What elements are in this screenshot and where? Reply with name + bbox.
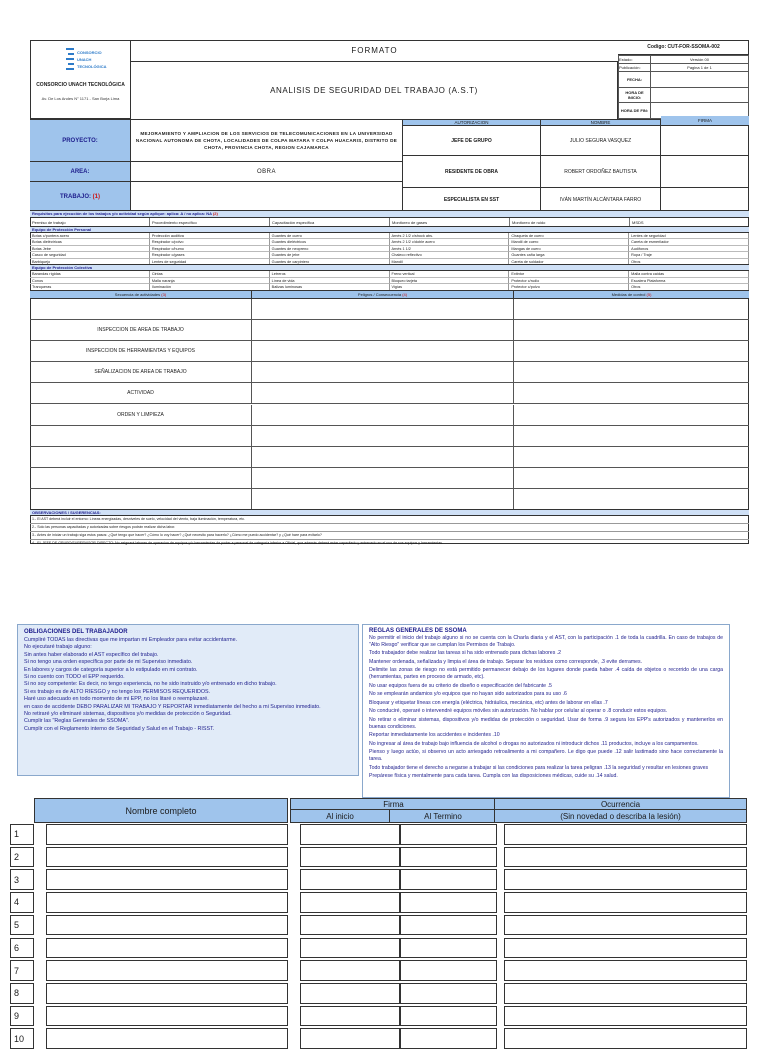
sequence-activity[interactable]: ORDEN Y LIMPIEZA (30, 405, 252, 425)
attendance-name-cell[interactable] (46, 1006, 288, 1027)
attendance-name-cell[interactable] (46, 915, 288, 936)
obligaciones-title: OBLIGACIONES DEL TRABAJADOR (24, 629, 128, 635)
attendance-sign-end-cell[interactable] (400, 1006, 497, 1027)
attendance-ocurrencia-header: Ocurrencia (494, 798, 747, 810)
epp-item[interactable]: Guantes de neopreno (270, 246, 390, 252)
sequence-activity[interactable] (30, 489, 252, 509)
trabajo-label (30, 182, 131, 211)
reglas-list (369, 635, 723, 780)
regla-item: Mantener ordenada, señalizada y limpia el área de trabajo. Separar los residuos como corresponde, .3 evite derrames. (369, 658, 643, 665)
epp-item[interactable]: Chaqueta de cuero (509, 233, 629, 239)
seq-header-actividades (30, 291, 252, 299)
regla-item: No retirar o eliminar sistemas, dispositivos y/o medidas de protección o seguridad. Usar de forma .9 segura los EPP's autorizados y mantenerlos en buenas condiciones. (369, 716, 723, 730)
attendance-ocurrencia-cell[interactable] (504, 847, 747, 868)
sequence-row (30, 320, 749, 341)
meta-label-fecha: FECHA: (619, 71, 651, 87)
epc-item[interactable]: Barandas rígidas (30, 271, 150, 278)
seq-header-peligros-text: Peligros / Consecuencia (357, 292, 402, 297)
auth-signature-residente[interactable] (661, 156, 749, 188)
seq-note-5: (5) (646, 292, 652, 297)
seq-header-medidas (514, 291, 749, 299)
sequence-row (30, 447, 749, 468)
obligacion-item: Cumplir las "Reglas Generales de SSOMA". (24, 718, 130, 725)
sequence-control[interactable] (514, 405, 749, 425)
meta-label-estado: Estado: (619, 56, 651, 64)
epp-item[interactable]: Guantes caña larga (509, 252, 629, 258)
sequence-hazard[interactable] (252, 383, 514, 403)
area-value: OBRA (131, 162, 403, 182)
obligacion-item: Si es trabajo es de ALTO RIESGO y no tengo los PERMISOS REQUERIDOS. (24, 688, 211, 695)
regla-item: Todo trabajador tiene el derecho a negarse a trabajar si las condiciones para realizar la tarea peligran .13 la seguridad y resultar en lesiones graves (369, 764, 709, 771)
sequence-hazard[interactable] (252, 468, 514, 488)
obligacion-item: Si no tengo una orden específica por parte de mi Superviso inmediato. (24, 659, 193, 666)
attendance-row-number: 1 (10, 824, 34, 845)
obligacion-item: En labores y cargos de categoría superior a lo estipulado en mi contrato. (24, 666, 198, 673)
attendance-table (10, 798, 748, 1044)
format-label: FORMATO (131, 40, 618, 62)
sequence-control[interactable] (514, 362, 749, 382)
epp-item[interactable]: Barbiquejo (30, 259, 150, 265)
epp-item[interactable]: Guantes de jebe (270, 252, 390, 258)
attendance-row-number: 9 (10, 1006, 34, 1027)
epc-item[interactable]: Conos (30, 278, 150, 285)
epp-item[interactable]: Arnés 2 1/2 c/shock abs. (390, 233, 510, 239)
epp-item[interactable]: Mangas de cuero (509, 246, 629, 252)
auth-role-sst: ESPECIALISTA EN SST (403, 188, 541, 211)
area-label: AREA: (30, 162, 131, 182)
epp-item[interactable]: Lentes de seguridad (150, 259, 270, 265)
proyecto-value: MEJORAMIENTO Y AMPLIACION DE LOS SERVICIOS DE TELECOMUNICACIONES EN LA UNIVERSIDAD NACIONAL AUTONOMA DE CHOTA, LOCALIDADES DE COLPA MATARA Y COLPA HUACARIS, DISTRITO DE CHOTA, PROVINCIA CHOTA, REGION CAJAMARCA (131, 120, 403, 162)
epp-item[interactable]: Audífonos (629, 246, 749, 252)
sequence-activity[interactable]: SEÑALIZACION DE AREA DE TRABAJO (30, 362, 252, 382)
observation-line-3: 3.- Antes de iniciar un trabajo siga estos pasos: ¿Qué tengo que hacer? ¿Cómo lo voy hacer? ¿Qué necesito para hacerlo? ¿Cómo me puedo accidentar? y ¿Qué hare para evitarlo? (30, 532, 749, 540)
logo-line-1: CONSORCIO (77, 50, 102, 55)
observations-lines (30, 516, 749, 547)
epc-item[interactable]: Línea de vida (270, 278, 390, 285)
attendance-row-number: 2 (10, 847, 34, 868)
epp-item[interactable]: Protección auditiva (150, 233, 270, 239)
epc-item[interactable]: Freno vertical (390, 271, 510, 278)
company-address: Av. De Los Andes N° 1171 - San Borja Lima (41, 96, 120, 101)
epp-item[interactable]: Respirador c/gases (150, 252, 270, 258)
epc-item[interactable]: Iluminación (150, 284, 270, 291)
sequence-hazard[interactable] (252, 489, 514, 509)
attendance-sign-end-cell[interactable] (400, 1028, 497, 1049)
regla-item: No ingresar al área de trabajo bajo influencia de alcohol o drogas no autorizados ni introducir dichos .11 productos, incluye a los campamentos. (369, 740, 699, 747)
attendance-name-cell[interactable] (46, 960, 288, 981)
attendance-name-cell[interactable] (46, 1028, 288, 1049)
epp-item[interactable]: Mandil de cuero (509, 239, 629, 245)
attendance-sign-start-cell[interactable] (300, 869, 400, 890)
sequence-activity[interactable] (30, 447, 252, 467)
requisitos-block (30, 210, 749, 226)
attendance-sign-start-cell[interactable] (300, 824, 400, 845)
reglas-box (362, 624, 730, 798)
meta-value-publicacion: Pagina 1 de 1 (651, 63, 749, 71)
meta-value-hora-inicio[interactable] (651, 87, 749, 103)
sequence-hazard[interactable] (252, 405, 514, 425)
epc-grid (30, 271, 749, 291)
auth-name-residente: ROBERT ORDOÑEZ BAUTISTA (541, 156, 661, 188)
attendance-row-number: 8 (10, 983, 34, 1004)
attendance-ocurrencia-cell[interactable] (504, 869, 747, 890)
sequence-row (30, 299, 749, 320)
req-ruido[interactable]: Monitoreo de ruido (510, 218, 630, 227)
sequence-control[interactable] (514, 320, 749, 340)
obligacion-item: Cumplir con el Reglamento interno de Seguridad y Salud en el Trabajo - RISST. (24, 725, 215, 732)
epp-item[interactable]: Careta de soldador (509, 259, 629, 265)
attendance-sign-start-cell[interactable] (300, 960, 400, 981)
epp-item[interactable]: Respirador c/humo (150, 246, 270, 252)
epc-item[interactable]: Letreros (270, 271, 390, 278)
sequence-hazard[interactable] (252, 362, 514, 382)
sequence-block (30, 290, 749, 509)
attendance-sign-end-cell[interactable] (400, 938, 497, 959)
attendance-name-cell[interactable] (46, 892, 288, 913)
req-capacitacion[interactable]: Capacitación específica (270, 218, 390, 227)
requisitos-note: (2) (212, 211, 218, 216)
logo-bars-icon (64, 46, 78, 74)
sequence-row (30, 489, 749, 510)
sequence-row (30, 468, 749, 489)
attendance-ocurrencia-cell[interactable] (504, 1006, 747, 1027)
logo-line-2: UNACH (77, 57, 92, 62)
attendance-sign-end-cell[interactable] (400, 824, 497, 845)
epc-item[interactable]: Cintas (150, 271, 270, 278)
auth-header-firma: FIRMA (661, 116, 749, 126)
attendance-sign-start-cell[interactable] (300, 1028, 400, 1049)
attendance-sign-start-cell[interactable] (300, 938, 400, 959)
regla-item: Delimite las zonas de riesgo no está permitido permanecer debajo de los lugares donde pueda haber .4 caída de objetos o recorrido de una carga (herramientas, partes en proceso de armado, etc). (369, 667, 723, 680)
sequence-activity[interactable]: INSPECCION DE HERRAMIENTAS Y EQUIPOS (30, 341, 252, 361)
auth-signature-jefe[interactable] (661, 126, 749, 156)
regla-item: Pienso y luego actúo, si observo un acto arriesgado retroalimento a mi compañero. Le digo que puede .12 salir lastimado sino hace correctamente la tarea. (369, 749, 723, 762)
obligacion-item: No retiraré y/o eliminaré sistemas, dispositivos y/o medidas de protección o Seguridad. (24, 711, 232, 718)
epp-item[interactable]: Botas Jebe (30, 246, 150, 252)
regla-item: No usar equipos fuera de su criterio de diseño o especificación del fabricante .5 (369, 682, 552, 689)
epp-item[interactable]: Botas c/puntera acero (30, 233, 150, 239)
obligacion-item: en caso de accidente DEBO PARALIZAR MI TRABAJO Y REPORTAR inmediatamente del hecho a mi Superviso inmediato. (24, 703, 321, 710)
sequence-hazard[interactable] (252, 447, 514, 467)
epc-item[interactable]: Malla naranja (150, 278, 270, 285)
attendance-name-cell[interactable] (46, 847, 288, 868)
epp-title: Equipo de Protección Personal (30, 227, 749, 233)
req-msds[interactable]: MSDS (632, 220, 644, 225)
epp-item[interactable]: Lentes de seguridad (629, 233, 749, 239)
attendance-row-number: 4 (10, 892, 34, 913)
epp-block (30, 226, 749, 264)
sequence-row (30, 405, 749, 426)
attendance-sign-end-cell[interactable] (400, 869, 497, 890)
obligaciones-box (17, 624, 359, 776)
auth-name-jefe: JULIO SEGURA VASQUEZ (541, 126, 661, 156)
sequence-control[interactable] (514, 447, 749, 467)
epc-block (30, 264, 749, 290)
seq-header-actividades-text: Secuencia de actividades (114, 292, 161, 297)
attendance-ocurrencia-cell[interactable] (504, 1028, 747, 1049)
document-title: ANALISIS DE SEGURIDAD DEL TRABAJO (A.S.T) (131, 62, 618, 119)
meta-label-publicacion: Publicación: (619, 63, 651, 71)
obligacion-item: Cumpliré TODAS las directivas que me impartan mi Empleador para evitar accidentarme. (24, 637, 238, 643)
req-gases[interactable]: Monitoreo de gases (390, 218, 510, 227)
attendance-sign-start-cell[interactable] (300, 915, 400, 936)
sequence-hazard[interactable] (252, 341, 514, 361)
company-name: CONSORCIO UNACH TECNOLÓGICA (36, 82, 125, 88)
attendance-ocurrencia-cell[interactable] (504, 892, 747, 913)
logo-box (30, 40, 131, 119)
attendance-sign-start-cell[interactable] (300, 983, 400, 1004)
sequence-row (30, 426, 749, 447)
meta-table (618, 55, 749, 119)
epp-item[interactable]: Botas dieléctricas (30, 239, 150, 245)
req-procedimiento[interactable]: Procedimiento específico (150, 218, 270, 227)
epp-item[interactable]: Guantes dieléctricos (270, 239, 390, 245)
attendance-name-cell[interactable] (46, 824, 288, 845)
epp-item[interactable]: Arnés 1 1/2 (390, 246, 510, 252)
sequence-activity[interactable] (30, 468, 252, 488)
meta-value-estado: Versión 00 (651, 56, 749, 64)
attendance-ocurrencia-cell[interactable] (504, 824, 747, 845)
epc-item[interactable]: Escalera Plataforma (629, 278, 749, 285)
sequence-control[interactable] (514, 341, 749, 361)
epp-grid (30, 233, 749, 265)
seq-note-3: (3) (161, 292, 167, 297)
attendance-sign-end-cell[interactable] (400, 892, 497, 913)
epc-title: Equipo de Protección Colectiva (30, 265, 749, 271)
sequence-control[interactable] (514, 426, 749, 446)
trabajo-label-text: TRABAJO: (59, 193, 91, 200)
epp-item[interactable]: Careta de esmerilador (629, 239, 749, 245)
attendance-firma-header: Firma (290, 798, 497, 810)
regla-item: No permitir el inicio del trabajo alguno si no se cuenta con la Charla diaria y el AST, con la participación .1 de toda la cuadrilla. En caso de trabajos de "Alto Riesgo" verificar que se cumplan los Permisos de Trabajo. (369, 635, 723, 648)
sequence-hazard[interactable] (252, 320, 514, 340)
sequence-activity[interactable] (30, 426, 252, 446)
attendance-row-number: 10 (10, 1028, 34, 1049)
regla-item: Prepárese física y mentalmente para cada tarea. Cumpla con las disposiciones médicas, cuide su .14 salud. (369, 773, 618, 780)
attendance-row-number: 7 (10, 960, 34, 981)
attendance-ocurrencia-cell[interactable] (504, 915, 747, 936)
attendance-sign-end-cell[interactable] (400, 915, 497, 936)
attendance-sign-end-cell[interactable] (400, 847, 497, 868)
auth-signature-sst[interactable] (661, 188, 749, 211)
seq-header-peligros (252, 291, 514, 299)
attendance-name-header: Nombre completo (34, 798, 288, 823)
observation-line-4: 4.- EL JEFE DE GRUPO/SUPERVISOR DIRECTO: No asignará labores de operacion de equipos y/o herramientas de poder a personal de categoría inferior a Oficial, que además deberá estar capacitado y entrenado en el uso de sus equipos y herramientas. (32, 541, 444, 545)
meta-label-hora-fin: HORA DE FIN: (619, 103, 651, 119)
auth-header-nombre: NOMBRE (541, 120, 661, 126)
obligacion-item: No ejecutaré trabajo alguno: (24, 644, 92, 651)
attendance-row-number: 3 (10, 869, 34, 890)
regla-item: Bloquear y etiquetar líneas con energía (eléctrica, hidráulica, mecánica, etc) antes de laborar en ellas .7 (369, 699, 608, 706)
sequence-rows (30, 299, 749, 510)
epc-item[interactable]: Balizas luminosas (270, 284, 390, 291)
regla-item: Reportar inmediatamente los accidentes e incidentes .10 (369, 732, 500, 739)
auth-role-residente: RESIDENTE DE OBRA (403, 156, 541, 188)
attendance-ocurrencia-cell[interactable] (504, 983, 747, 1004)
sequence-row (30, 383, 749, 404)
epc-item[interactable]: Protector c/rudio (509, 278, 629, 285)
auth-header-autorizacion: AUTORIZACION (403, 120, 541, 126)
epp-item[interactable]: Respirador c/polvo (150, 239, 270, 245)
observations-title: OBSERVACIONES / SUGERENCIAS: (30, 510, 749, 516)
attendance-row-number: 5 (10, 915, 34, 936)
sequence-row (30, 341, 749, 362)
epp-item[interactable]: Chaleco reflectivo (390, 252, 510, 258)
sequence-control[interactable] (514, 299, 749, 319)
regla-item: No se emplearán andamios y/o equipos que no hayan sido autorizados para su uso .6 (369, 691, 567, 698)
sequence-hazard[interactable] (252, 299, 514, 319)
proyecto-label: PROYECTO: (30, 120, 131, 162)
attendance-sign-start-cell[interactable] (300, 847, 400, 868)
meta-value-fecha[interactable] (651, 71, 749, 87)
project-block (30, 119, 749, 210)
obligacion-item: Si no soy competente: Es decir, no tengo experiencia, no he sido instruido y/o entrenado en dicho trabajo. (24, 681, 277, 688)
seq-note-4: (4) (402, 292, 408, 297)
epc-item[interactable]: Extintor (509, 271, 629, 278)
logo-line-3: TECNOLÓGICA (77, 64, 107, 69)
company-logo (64, 46, 107, 76)
attendance-sign-end-cell[interactable] (400, 960, 497, 981)
epp-item[interactable]: Arnés 2 1/2 c/doble acero (390, 239, 510, 245)
epp-item[interactable]: Otros (629, 259, 749, 265)
epc-item[interactable]: Bloqueo tarjeta (390, 278, 510, 285)
epp-item[interactable]: Guantes de carpintero (270, 259, 390, 265)
attendance-sign-start-cell[interactable] (300, 1006, 400, 1027)
obligacion-item: Haré uso adecuado en todo momento de mi EPP, no los litaré o reemplazaré. (24, 696, 209, 703)
attendance-row-number: 6 (10, 938, 34, 959)
sequence-control[interactable] (514, 468, 749, 488)
meta-label-hora-inicio: HORA DE INICIO: (619, 87, 651, 103)
regla-item: Todo trabajador debe realizar las tareas si ha sido entrenado para dichas labores .2 (369, 650, 562, 657)
sequence-control[interactable] (514, 383, 749, 403)
attendance-ocurrencia-cell[interactable] (504, 960, 747, 981)
sequence-activity[interactable]: INSPECCION DE AREA DE TRABAJO (30, 320, 252, 340)
attendance-rows (10, 824, 748, 1044)
req-permiso[interactable]: Permiso de trabajo (30, 218, 150, 227)
seq-header-medidas-text: Medidas de control (611, 292, 646, 297)
epp-item[interactable]: Casco de seguridad (30, 252, 150, 258)
attendance-name-cell[interactable] (46, 869, 288, 890)
trabajo-value[interactable] (131, 182, 403, 211)
document-code: Codigo: CUT-FOR-SSOMA-002 (618, 40, 749, 55)
attendance-firma-inicio: Al inicio (290, 810, 390, 823)
attendance-sign-start-cell[interactable] (300, 892, 400, 913)
epc-item[interactable]: Tranqueras (30, 284, 150, 291)
obligaciones-list (24, 637, 352, 733)
epp-item[interactable]: Guantes de cuero (270, 233, 390, 239)
obligacion-item: Sin antes haber elaborado el AST específico del trabajo. (24, 651, 159, 658)
attendance-name-cell[interactable] (46, 983, 288, 1004)
attendance-name-cell[interactable] (46, 938, 288, 959)
attendance-firma-termino: Al Termino (390, 810, 497, 823)
attendance-sign-end-cell[interactable] (400, 983, 497, 1004)
auth-name-sst: IVÁN MARTÍN ALCÁNTARA FARRO (541, 188, 661, 211)
sequence-row (30, 362, 749, 383)
observation-line-1: 1.- El AST deberá incluir el entorno: Líneas energizadas, desniveles de suelo, velocidad del viento, baja iluminación, temperatura, etc. (30, 516, 749, 524)
attendance-ocurrencia-sub: (Sin novedad o describa la lesión) (494, 810, 747, 823)
sequence-control[interactable] (514, 489, 749, 509)
epp-item[interactable]: Ropa / Traje (629, 252, 749, 258)
trabajo-note: (1) (92, 193, 100, 200)
regla-item: No conduciré, operaré o intervendré equipos móviles sin autorización. No hablar por celular al operar o .8 conducir estos equipos. (369, 708, 668, 715)
observation-line-2: 2.- Solo las personas capacitadas y autorizadas sobre riesgos podrán realizar dicha labor. (30, 524, 749, 532)
epc-item[interactable]: Malla contra caídas (629, 271, 749, 278)
reglas-title: REGLAS GENERALES DE SSOMA (369, 628, 467, 634)
attendance-ocurrencia-cell[interactable] (504, 938, 747, 959)
requisitos-title (30, 211, 749, 218)
obligacion-item: Si no cuento con TODO el EPP requerido. (24, 674, 125, 681)
sequence-activity[interactable] (30, 299, 252, 319)
epp-item[interactable]: Mandil (390, 259, 510, 265)
epc-item[interactable]: Protector c/polvo (509, 284, 629, 291)
auth-role-jefe: JEFE DE GRUPO (403, 126, 541, 156)
observations-block (30, 509, 749, 544)
epc-item[interactable]: Otros (629, 284, 749, 291)
epc-item[interactable]: Vigías (390, 284, 510, 291)
sequence-activity[interactable]: ACTIVIDAD (30, 383, 252, 403)
requisitos-title-text: Requisitos para ejecución de los trabajos y/o actividad según aplique: aplica: A / no aplica: NA (32, 211, 212, 216)
sequence-hazard[interactable] (252, 426, 514, 446)
